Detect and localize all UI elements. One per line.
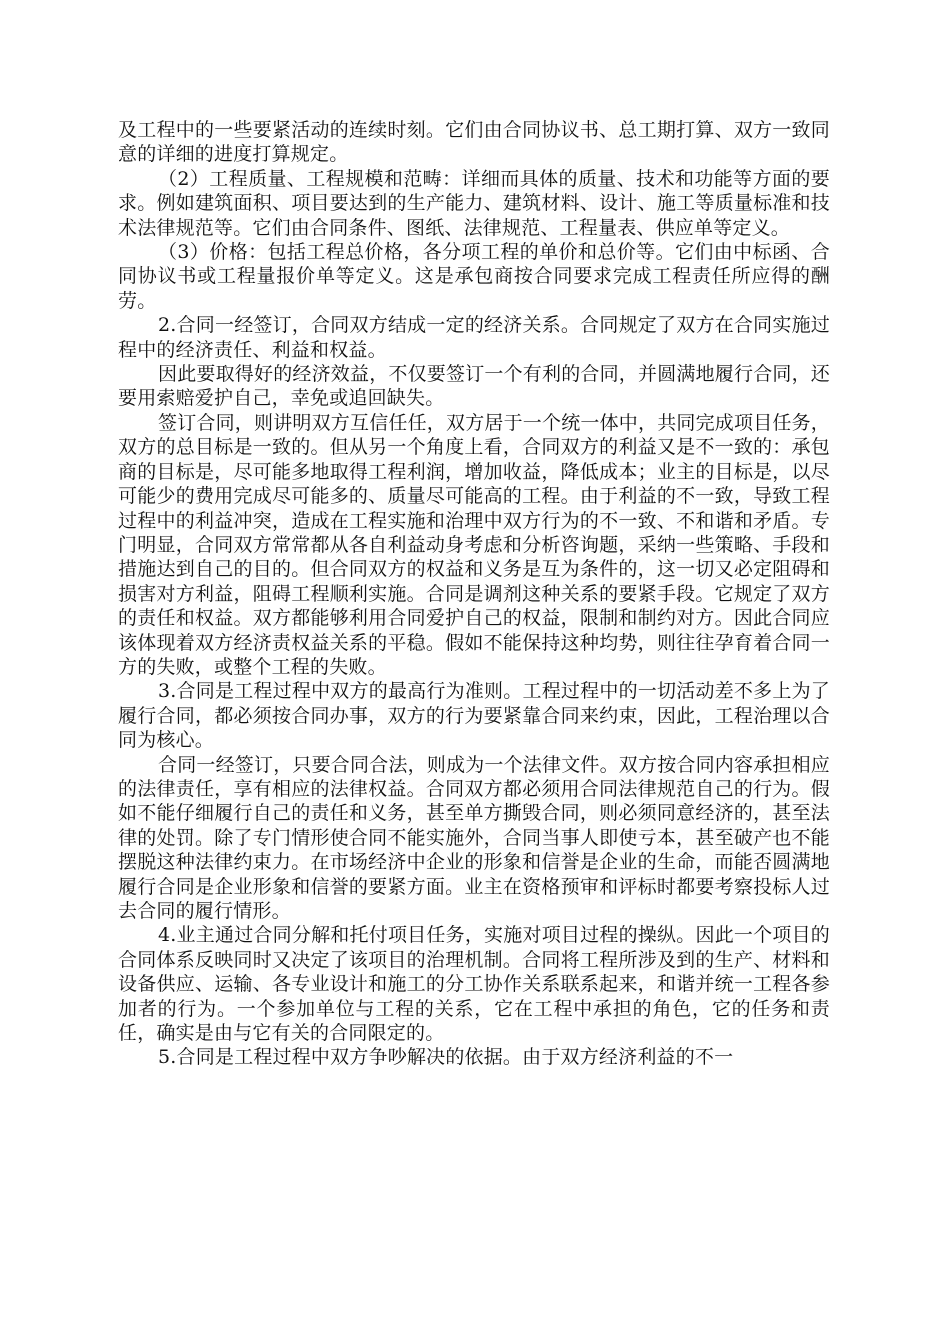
paragraph-signing-contract: 签订合同，则讲明双方互信任任，双方居于一个统一体中，共同完成项目任务，双方的总目标是一致的。但从另一个角度上看，合同双方的利益又是不一致的：承包商的目标是，尽可能多地取得工程利润，增加收益，降低成本；业主的目标是，以尽可能少的费用完成尽可能多的、质量尽可能高的工程。由于利益的不一致，导致工程过程中的利益冲突，造成在工程实施和治理中双方行为的不一致、不和谐和矛盾。专门明显，合同双方常常都从各自利益动身考虑和分析咨询题，采纳一些策略、手段和措施达到自己的目的。但合同双方的权益和义务是互为条件的，这一切又必定阻碍和损害对方利益，阻碍工程顺利实施。合同是调剂这种关系的要紧手段。它规定了双方的责任和权益。双方都能够利用合同爱护自己的权益，限制和制约对方。因此合同应该体现着双方经济责权益关系的平稳。假如不能保持这种均势，则往往孕育着合同一方的失败，或整个工程的失败。 — [118, 411, 831, 678]
paragraph-legal-document: 合同一经签订，只要合同合法，则成为一个法律文件。双方按合同内容承担相应的法律责任，享有相应的法律权益。合同双方都必须用合同法律规范自己的行为。假如不能仔细履行自己的责任和义务，甚至单方撕毁合同，则必须同意经济的，甚至法律的处罚。除了专门情形使合同不能实施外，合同当事人即使亏本，甚至破产也不能摆脱这种法律约束力。在市场经济中企业的形象和信誉是企业的生命，而能否圆满地履行合同是企业形象和信誉的要紧方面。业主在资格预审和评标时都要考察投标人过去合同的履行情形。 — [118, 753, 831, 922]
paragraph-economic-benefit: 因此要取得好的经济效益，不仅要签订一个有利的合同，并圆满地履行合同，还要用索赔爱护自己，幸免或追回缺失。 — [118, 363, 831, 410]
document-body — [118, 118, 830, 1070]
paragraph-quality-scope: （2）工程质量、工程规模和范畴：详细而具体的质量、技术和功能等方面的要求。例如建筑面积、项目要达到的生产能力、建筑材料、设计、施工等质量标准和技术法律规范等。它们由合同条件、图纸、法律规范、工程量表、供应单等定义。 — [118, 167, 830, 239]
paragraph-point-3: 3.合同是工程过程中双方的最高行为准则。工程过程中的一切活动差不多上为了履行合同，都必须按合同办事，双方的行为要紧靠合同来约束，因此，工程治理以合同为核心。 — [118, 680, 830, 752]
paragraph-schedule-continuation: 及工程中的一些要紧活动的连续时刻。它们由合同协议书、总工期打算、双方一致同意的详细的进度打算规定。 — [118, 119, 830, 166]
paragraph-point-5: 5.合同是工程过程中双方争吵解决的依据。由于双方经济利益的不一 — [158, 1046, 734, 1069]
paragraph-point-2: 2.合同一经签订，合同双方结成一定的经济关系。合同规定了双方在合同实施过程中的经济责任、利益和权益。 — [118, 314, 830, 361]
paragraph-price: （3）价格：包括工程总价格，各分项工程的单价和总价等。它们由中标函、合同协议书或工程量报价单等定义。这是承包商按合同要求完成工程责任所应得的酬劳。 — [118, 241, 830, 312]
paragraph-point-4: 4.业主通过合同分解和托付项目任务，实施对项目过程的操纵。因此一个项目的合同体系反映同时又决定了该项目的治理机制。合同将工程所涉及到的生产、材料和设备供应、运输、各专业设计和施工的分工协作关系联系起来，和谐并统一工程各参加者的行为。一个参加单位与工程的关系，它在工程中承担的角色，它的任务和责任，确实是由与它有关的合同限定的。 — [118, 924, 830, 1045]
